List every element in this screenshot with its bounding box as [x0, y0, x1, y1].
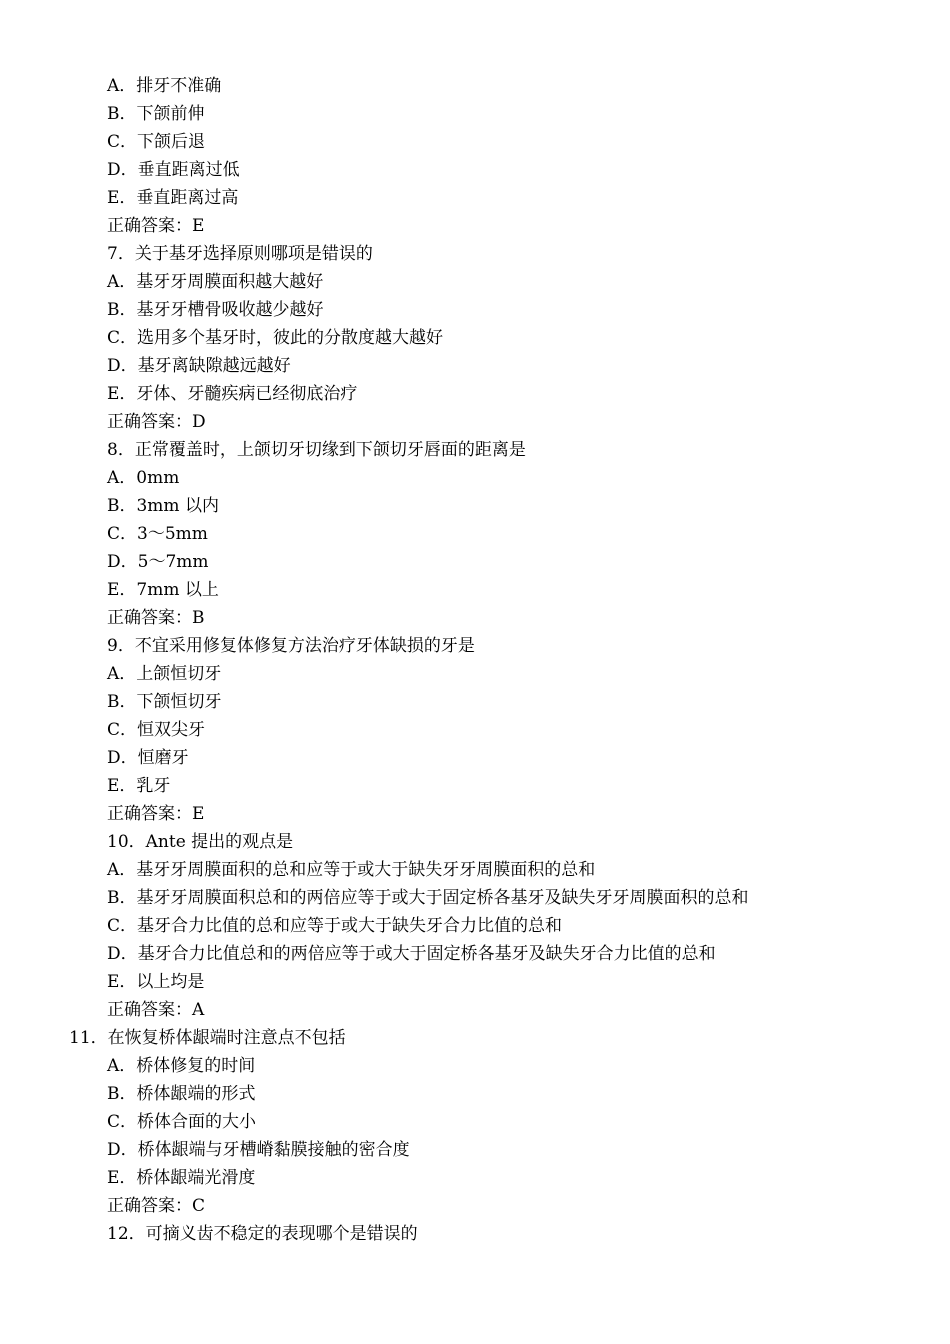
- option-line: C．恒双尖牙: [107, 720, 206, 740]
- option-line: B．基牙牙槽骨吸收越少越好: [107, 300, 324, 320]
- answer-line: 正确答案：B: [107, 608, 205, 628]
- option-line: C．选用多个基牙时，彼此的分散度越大越好: [107, 328, 444, 348]
- option-line: A．基牙牙周膜面积越大越好: [107, 272, 324, 292]
- question-line: 10．Ante 提出的观点是: [107, 832, 294, 852]
- question-line: 9．不宜采用修复体修复方法治疗牙体缺损的牙是: [107, 636, 475, 656]
- document-page: [0, 72, 950, 1248]
- option-line: E．牙体、牙髓疾病已经彻底治疗: [107, 384, 358, 404]
- option-line: A．上颌恒切牙: [107, 664, 222, 684]
- option-line: D．基牙离缺隙越远越好: [107, 356, 291, 376]
- option-line: E．桥体龈端光滑度: [107, 1168, 256, 1188]
- question-line: 12．可摘义齿不稳定的表现哪个是错误的: [107, 1224, 418, 1244]
- answer-line: 正确答案：C: [107, 1196, 206, 1216]
- question-line: 8．正常覆盖时，上颌切牙切缘到下颌切牙唇面的距离是: [107, 440, 526, 460]
- option-line: B．桥体龈端的形式: [107, 1084, 256, 1104]
- option-line: C．3～5mm: [107, 524, 208, 544]
- option-line: C．下颌后退: [107, 132, 206, 152]
- option-line: A．排牙不准确: [107, 76, 222, 96]
- answer-line: 正确答案：E: [107, 216, 205, 236]
- option-line: B．3mm 以内: [107, 496, 219, 516]
- answer-line: 正确答案：E: [107, 804, 205, 824]
- option-line: B．基牙牙周膜面积总和的两倍应等于或大于固定桥各基牙及缺失牙牙周膜面积的总和: [107, 888, 749, 908]
- question-line: 11．在恢复桥体龈端时注意点不包括: [69, 1028, 346, 1048]
- option-line: A．基牙牙周膜面积的总和应等于或大于缺失牙牙周膜面积的总和: [107, 860, 596, 880]
- option-line: D．基牙合力比值总和的两倍应等于或大于固定桥各基牙及缺失牙合力比值的总和: [107, 944, 716, 964]
- option-line: A．桥体修复的时间: [107, 1056, 256, 1076]
- option-line: D．恒磨牙: [107, 748, 189, 768]
- answer-line: 正确答案：A: [107, 1000, 205, 1020]
- option-line: E．乳牙: [107, 776, 171, 796]
- option-line: E．7mm 以上: [107, 580, 219, 600]
- option-line: B．下颌恒切牙: [107, 692, 222, 712]
- option-line: D．桥体龈端与牙槽嵴黏膜接触的密合度: [107, 1140, 410, 1160]
- option-line: D．垂直距离过低: [107, 160, 240, 180]
- option-line: C．桥体合面的大小: [107, 1112, 257, 1132]
- option-line: D．5～7mm: [107, 552, 209, 572]
- option-line: B．下颌前伸: [107, 104, 205, 124]
- option-line: E．垂直距离过高: [107, 188, 239, 208]
- question-line: 7．关于基牙选择原则哪项是错误的: [107, 244, 373, 264]
- answer-line: 正确答案：D: [107, 412, 206, 432]
- option-line: A．0mm: [107, 468, 180, 488]
- option-line: E．以上均是: [107, 972, 205, 992]
- option-line: C．基牙合力比值的总和应等于或大于缺失牙合力比值的总和: [107, 916, 563, 936]
